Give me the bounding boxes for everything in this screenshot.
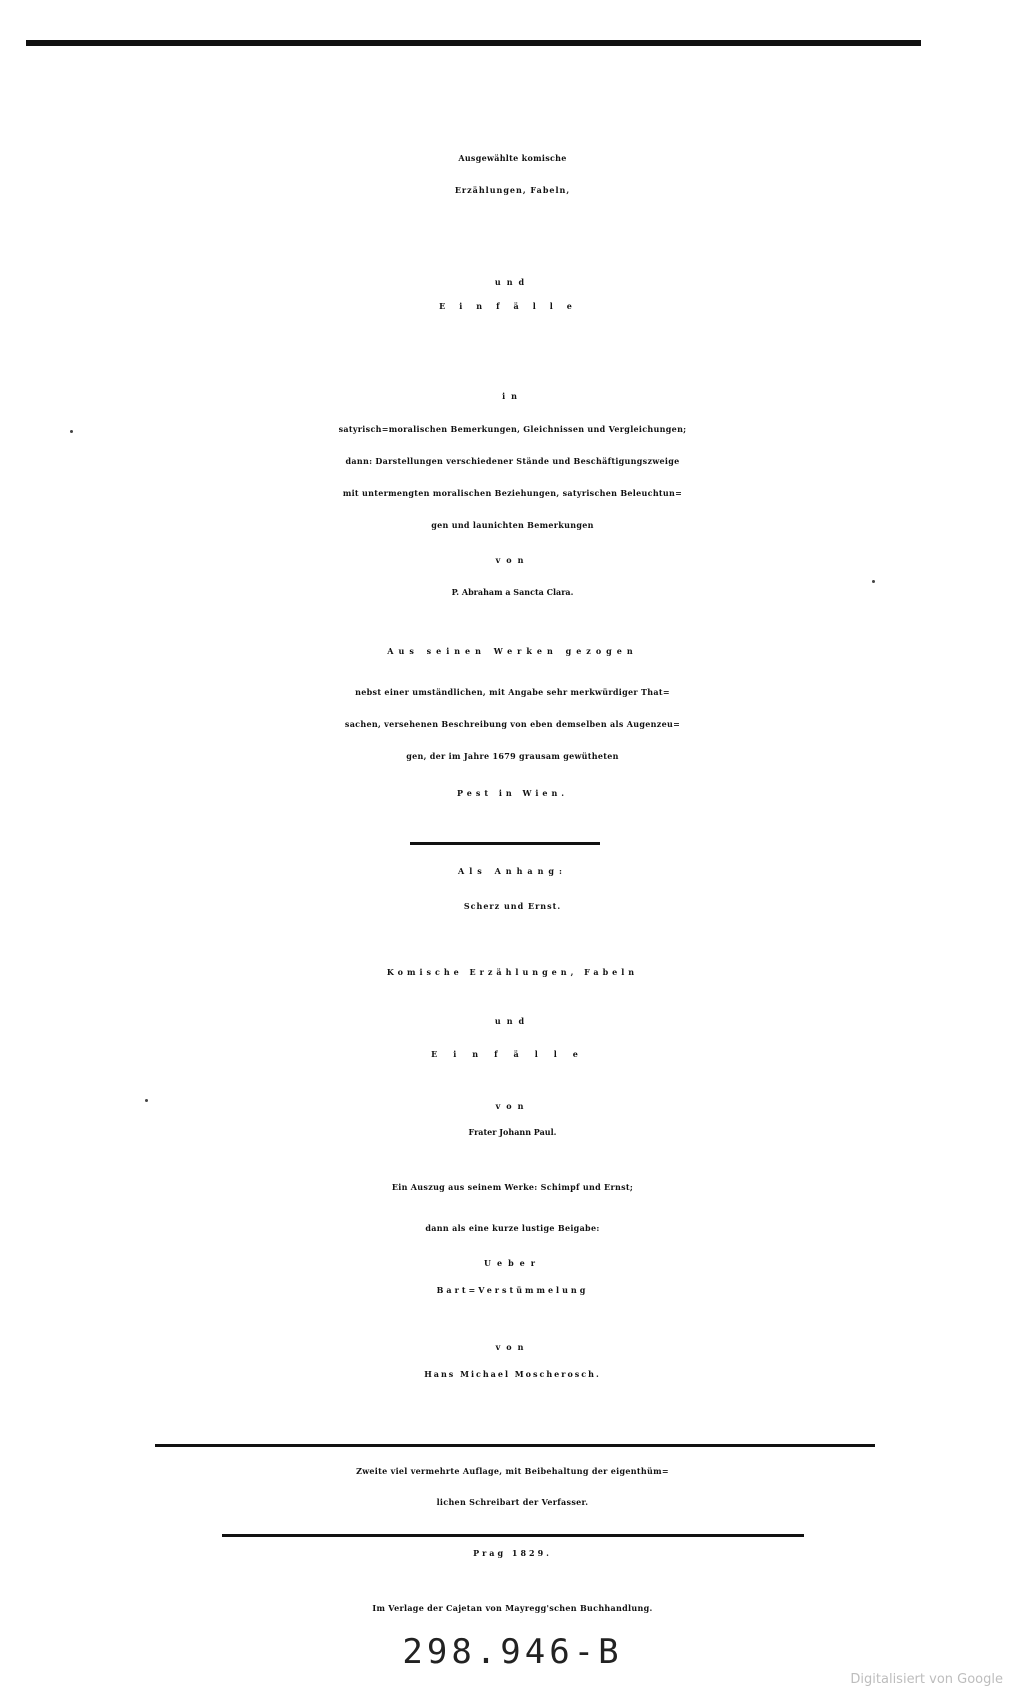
title-einfaelle-heading: Einfälle: [439, 300, 586, 312]
paper-speck: [872, 580, 875, 583]
title-und-1: und: [494, 277, 531, 287]
section-divider-rule: [410, 842, 600, 845]
title-in: in: [502, 391, 523, 401]
description-line-1: satyrisch=moralischen Bemerkungen, Gleichnissen und Vergleichungen;: [338, 424, 687, 434]
appendix-bonus: dann als eine kurze lustige Beigabe:: [425, 1223, 600, 1233]
description-line-2: dann: Darstellungen verschiedener Stände und Beschäftigungszweige: [345, 456, 680, 466]
plague-text-line-3: gen, der im Jahre 1679 grausam gewütheten: [406, 751, 619, 761]
appendix-title: Scherz und Ernst.: [463, 900, 562, 912]
imprint-top-rule: [222, 1534, 804, 1537]
appendix-einfaelle: Einfälle: [431, 1049, 594, 1059]
top-border-rule: [26, 40, 921, 46]
description-line-4: gen und launichten Bemerkungen: [431, 520, 594, 530]
imprint-publisher: Im Verlage der Cajetan von Mayregg'schen Buchhandlung.: [372, 1603, 653, 1613]
appendix-label: Als Anhang:: [458, 866, 567, 876]
library-shelfmark: 298.946-B: [402, 1632, 623, 1672]
appendix-subtitle: Komische Erzählungen, Fabeln: [386, 967, 639, 977]
plague-text-line-2: sachen, versehenen Beschreibung von eben demselben als Augenzeu=: [344, 719, 681, 729]
plague-title: Pest in Wien.: [456, 788, 569, 798]
edition-line-2: lichen Schreibart der Verfasser.: [436, 1497, 589, 1507]
title-line-selected: Ausgewählte komische: [458, 153, 567, 163]
imprint-place-year: Prag 1829.: [473, 1548, 552, 1558]
edition-line-1: Zweite viel vermehrte Auflage, mit Beibehaltung der eigenthüm=: [356, 1466, 669, 1476]
edition-top-rule: [155, 1444, 875, 1447]
paper-speck: [145, 1099, 148, 1102]
description-line-3: mit untermengten moralischen Beziehungen, satyrischen Beleuchtun=: [342, 488, 683, 498]
appendix-author: Frater Johann Paul.: [468, 1127, 557, 1137]
digitization-watermark: Digitalisiert von Google: [850, 1672, 1003, 1687]
appendix-ueber: Ueber: [484, 1258, 541, 1268]
plague-text-line-1: nebst einer umständlichen, mit Angabe sehr merkwürdiger That=: [355, 687, 670, 697]
bonus-author: Hans Michael Moscherosch.: [424, 1369, 601, 1379]
appendix-und: und: [494, 1016, 531, 1026]
bonus-von: von: [495, 1342, 530, 1352]
appendix-excerpt: Ein Auszug aus seinem Werke: Schimpf und Ernst;: [391, 1182, 634, 1192]
author-abraham: P. Abraham a Sancta Clara.: [451, 587, 574, 597]
subtitle-werken: Aus seinen Werken gezogen: [387, 646, 638, 656]
von-1: von: [495, 555, 530, 565]
paper-speck: [70, 430, 73, 433]
title-main-heading: Erzählungen, Fabeln,: [454, 184, 571, 196]
appendix-von: von: [495, 1101, 530, 1111]
bonus-title: Bart=Verstümmelung: [436, 1285, 589, 1295]
